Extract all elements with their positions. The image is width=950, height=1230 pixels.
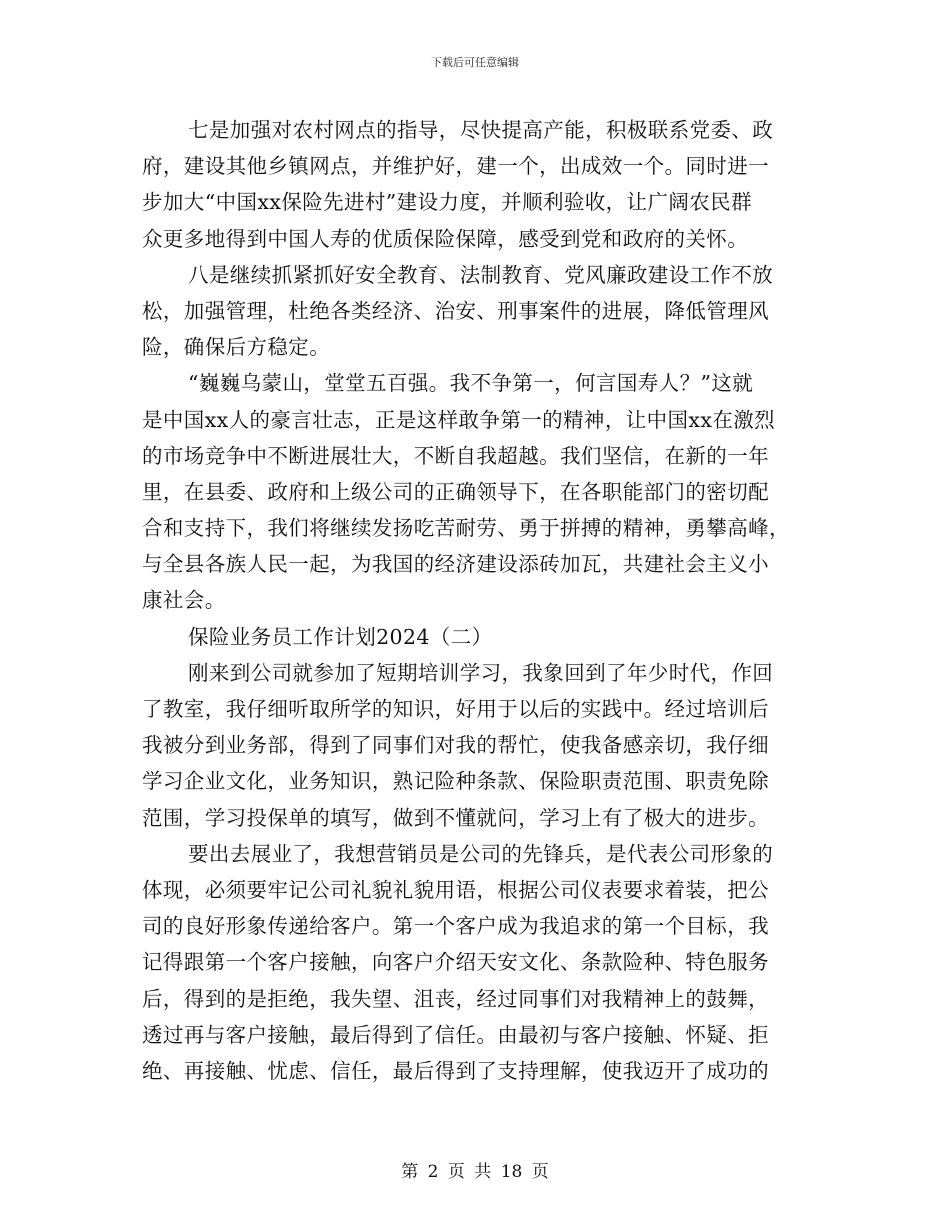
paragraph-line: 绝、再接触、忧虑、信任，最后得到了支持理解，使我迈开了成功的 (142, 1058, 769, 1083)
paragraph-line: 是中国xx人的豪言壮志，正是这样敢争第一的精神，让中国xx在激烈 (142, 407, 776, 432)
paragraph-line: 里，在县委、政府和上级公司的正确领导下，在各职能部门的密切配 (142, 479, 769, 504)
paragraph-line: 的市场竞争中不断进展壮大，不断自我超越。我们坚信，在新的一年 (142, 443, 769, 468)
paragraph-line: 松，加强管理，杜绝各类经济、治安、刑事案件的进展，降低管理风 (142, 298, 769, 323)
paragraph-line: 府，建设其他乡镇网点，并维护好，建一个，出成效一个。同时进一 (142, 154, 769, 179)
paragraph-line: 学习企业文化，业务知识，熟记险种条款、保险职责范围、职责免除 (142, 769, 769, 794)
paragraph-line: 要出去展业了，我想营销员是公司的先锋兵，是代表公司形象的 (188, 841, 774, 866)
paragraph-line: 司的良好形象传递给客户。第一个客户成为我追求的第一个目标，我 (142, 914, 769, 939)
paragraph-line: 险，确保后方稳定。 (142, 335, 331, 360)
paragraph-line: 我被分到业务部，得到了同事们对我的帮忙，使我备感亲切，我仔细 (142, 733, 769, 758)
paragraph-line: 了教室，我仔细听取所学的知识，好用于以后的实践中。经过培训后 (142, 697, 769, 721)
paragraph-line: 体现，必须要牢记公司礼貌礼貌用语，根据公司仪表要求着装，把公 (142, 877, 769, 902)
paragraph-line: 透过再与客户接触，最后得到了信任。由最初与客户接触、怀疑、拒 (142, 1022, 769, 1047)
paragraph-line: 刚来到公司就参加了短期培训学习，我象回到了年少时代，作回 (188, 660, 774, 685)
paragraph-line: 后，得到的是拒绝，我失望、沮丧，经过同事们对我精神上的鼓舞， (142, 986, 769, 1011)
paragraph-line: 范围，学习投保单的填写，做到不懂就问，学习上有了极大的进步。 (142, 805, 769, 830)
document-body (142, 112, 810, 1089)
section-heading: 保险业务员工作计划2024（二） (188, 624, 493, 649)
paragraph-line: “巍巍乌蒙山，堂堂五百强。我不争第一，何言国寿人？”这就 (188, 371, 754, 396)
page-number-footer: 第 2 页 共 18 页 (401, 1162, 549, 1182)
paragraph-line: 记得跟第一个客户接触，向客户介绍天安文化、条款险种、特色服务 (142, 950, 769, 975)
paragraph-line: 步加大“中国xx保险先进村”建设力度，并顺利验收，让广阔农民群 (142, 190, 752, 215)
page-header: 下载后可任意编辑 (431, 56, 519, 69)
paragraph-line: 与全县各族人民一起，为我国的经济建设添砖加瓦，共建社会主义小 (142, 552, 769, 577)
paragraph-line: 康社会。 (142, 588, 226, 613)
paragraph-line: 合和支持下，我们将继续发扬吃苦耐劳、勇于拼搏的精神，勇攀高峰， (142, 516, 790, 541)
paragraph-line: 众更多地得到中国人寿的优质保险保障，感受到党和政府的关怀。 (142, 226, 749, 251)
paragraph-line: 七是加强对农村网点的指导，尽快提高产能，积极联系党委、政 (188, 118, 774, 142)
paragraph-line: 八是继续抓紧抓好安全教育、法制教育、党风廉政建设工作不放 (188, 262, 774, 287)
